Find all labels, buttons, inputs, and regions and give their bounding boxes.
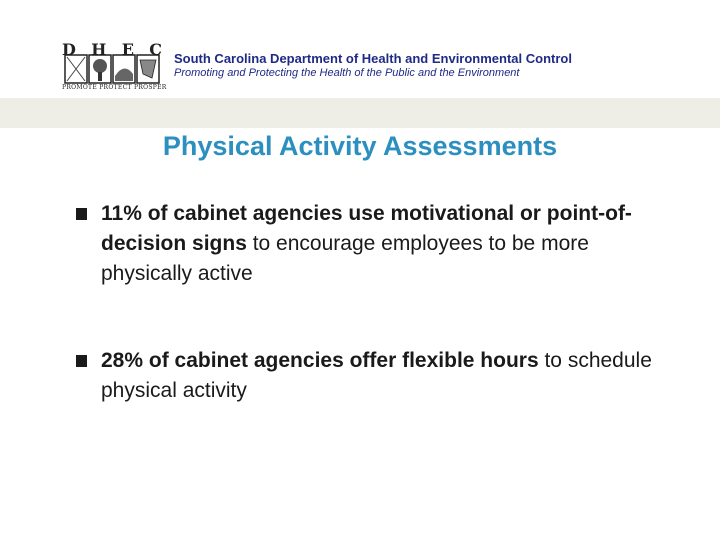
- bullet-bold-text: 28% of cabinet agencies offer flexible hours: [101, 349, 539, 372]
- org-name: South Carolina Department of Health and Environmental Control: [174, 51, 572, 66]
- logo-letter: C: [149, 40, 162, 59]
- logo-letter: H: [91, 40, 107, 59]
- logo-letter: E: [121, 40, 134, 59]
- bullet-rest-text: to encourage employees to be more physically active: [101, 232, 589, 285]
- logo-emblem-icon: [64, 54, 160, 84]
- bullet-bold-text: 11% of cabinet agencies use motivational or point-of-decision signs: [101, 202, 632, 255]
- bullet-item: [76, 346, 666, 406]
- bullet-rest-text: to schedule physical activity: [101, 349, 652, 402]
- org-tagline: Promoting and Protecting the Health of the Public and the Environment: [174, 67, 520, 79]
- logo-letter: D: [62, 40, 76, 59]
- header: [0, 0, 720, 98]
- header-band: [0, 98, 720, 128]
- bullet-square-icon: [76, 355, 87, 367]
- slide-title: Physical Activity Assessments: [162, 131, 558, 161]
- bullet-square-icon: [76, 208, 87, 220]
- bullet-text: [101, 346, 666, 406]
- bullet-text: [101, 199, 666, 289]
- bullet-item: [76, 199, 666, 289]
- logo-tagline: PROMOTE PROTECT PROSPER: [62, 84, 167, 91]
- dhec-logo: [62, 40, 167, 92]
